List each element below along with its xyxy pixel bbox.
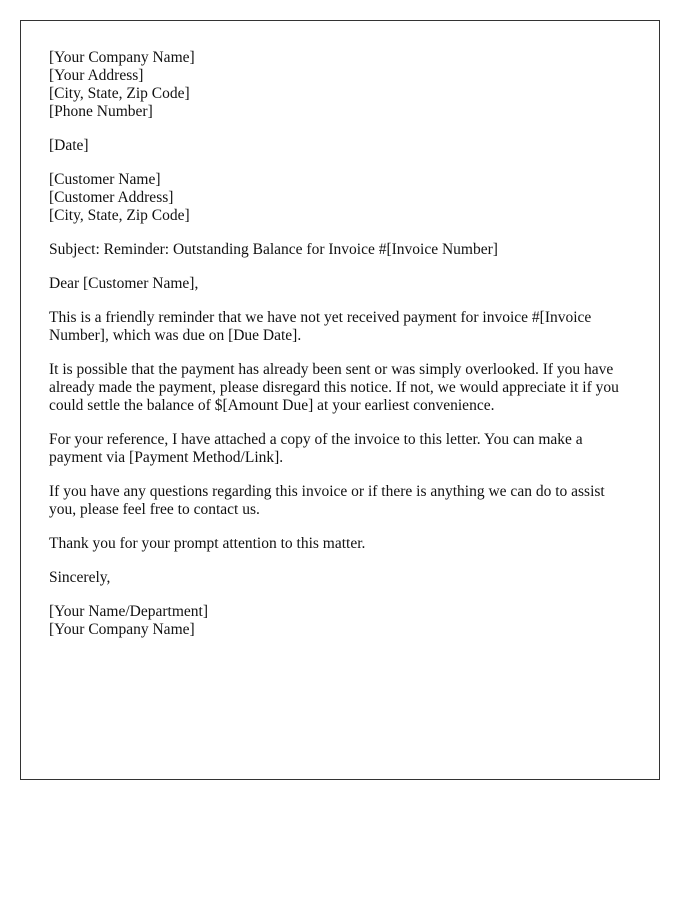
body-paragraph-possibility: It is possible that the payment has already been sent or was simply overlooked. If you have already made the payment, please disregard this notice. If not, we would appreciate it if you could settle the balance of $[Amount Due] at your earliest convenience.	[49, 361, 619, 414]
subject-line: Subject: Reminder: Outstanding Balance for Invoice #[Invoice Number]	[49, 241, 498, 258]
letter-page	[20, 20, 660, 780]
date-block	[49, 137, 631, 155]
body-paragraph-reminder: This is a friendly reminder that we have not yet received payment for invoice #[Invoice Number], which was due on [Due Date].	[49, 309, 592, 344]
sender-address: [Your Address]	[49, 67, 144, 84]
closing: Sincerely,	[49, 569, 111, 586]
body-paragraph-reference: For your reference, I have attached a copy of the invoice to this letter. You can make a payment via [Payment Method/Link].	[49, 431, 583, 466]
body-paragraph-thanks: Thank you for your prompt attention to this matter.	[49, 535, 366, 552]
signature-company: [Your Company Name]	[49, 621, 195, 638]
signature-name-department: [Your Name/Department]	[49, 603, 208, 620]
body-paragraph-questions: If you have any questions regarding this invoice or if there is anything we can do to assist you, please feel free to contact us.	[49, 483, 605, 518]
sender-company: [Your Company Name]	[49, 49, 195, 66]
sender-block	[49, 49, 631, 121]
recipient-block	[49, 171, 631, 225]
recipient-city-state-zip: [City, State, Zip Code]	[49, 207, 190, 224]
recipient-name: [Customer Name]	[49, 171, 161, 188]
salutation: Dear [Customer Name],	[49, 275, 199, 292]
recipient-address: [Customer Address]	[49, 189, 174, 206]
letter-date: [Date]	[49, 137, 89, 154]
signature-block	[49, 603, 631, 639]
sender-city-state-zip: [City, State, Zip Code]	[49, 85, 190, 102]
sender-phone: [Phone Number]	[49, 103, 153, 120]
